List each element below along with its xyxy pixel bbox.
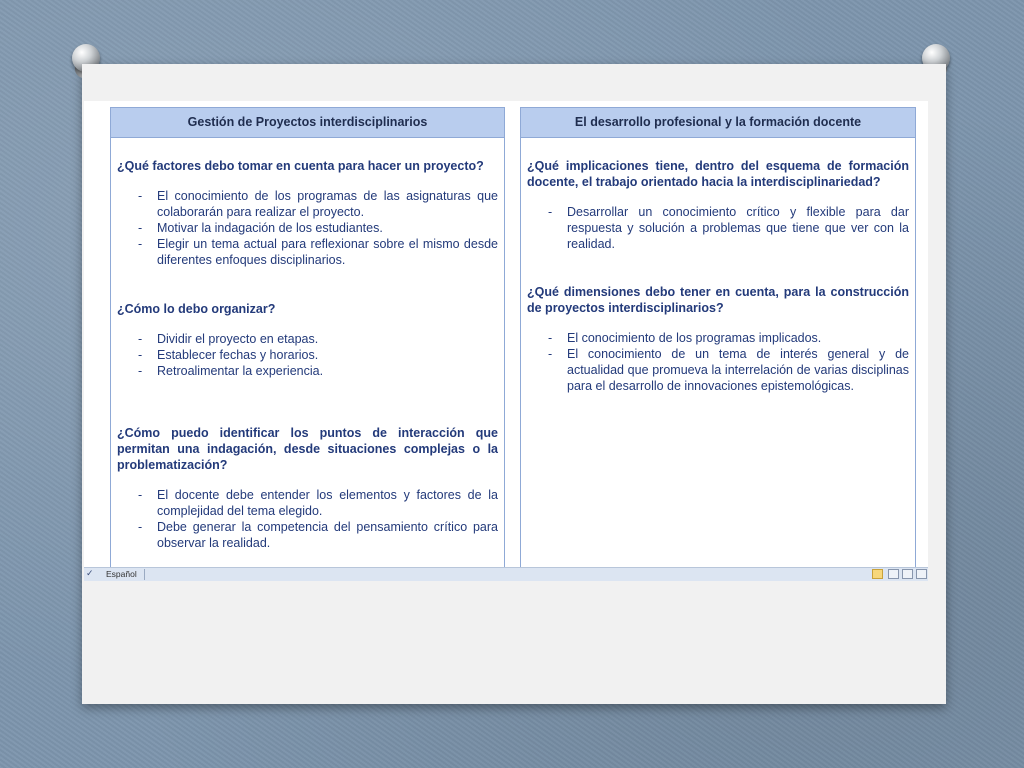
print-layout-view-icon[interactable] bbox=[872, 569, 883, 579]
document-page[interactable] bbox=[84, 101, 928, 567]
proofing-check-icon[interactable]: ✓ bbox=[86, 568, 94, 578]
left-column-header: Gestión de Proyectos interdisciplinarios bbox=[111, 108, 504, 138]
question: ¿Cómo puedo identificar los puntos de interacción que permitan una indagación, desde situaciones complejas o la problematización? bbox=[117, 426, 498, 472]
list-item: - Debe generar la competencia del pensamiento crítico para observar la realidad. bbox=[138, 520, 498, 550]
bullet-dash: - bbox=[548, 347, 553, 361]
right-column-header: El desarrollo profesional y la formación docente bbox=[521, 108, 915, 138]
list-item: - Motivar la indagación de los estudiantes. bbox=[138, 221, 383, 235]
right-column bbox=[520, 107, 916, 567]
question: ¿Qué implicaciones tiene, dentro del esquema de formación docente, el trabajo orientado hacia la interdisciplinariedad? bbox=[527, 159, 909, 189]
answer-list bbox=[117, 331, 498, 379]
bullet-dash: - bbox=[548, 205, 553, 219]
list-item: - Dividir el proyecto en etapas. bbox=[138, 332, 319, 346]
question: ¿Qué factores debo tomar en cuenta para hacer un proyecto? bbox=[117, 159, 484, 173]
bullet-dash: - bbox=[138, 189, 143, 203]
answer-list bbox=[117, 188, 498, 268]
web-layout-view-icon[interactable] bbox=[902, 569, 913, 579]
answer-list bbox=[117, 487, 498, 551]
question: ¿Cómo lo debo organizar? bbox=[117, 302, 276, 316]
answer-list bbox=[527, 204, 909, 252]
language-indicator[interactable]: Español bbox=[106, 569, 137, 579]
list-item: - El conocimiento de los programas implicados. bbox=[548, 331, 822, 345]
bullet-dash: - bbox=[138, 520, 143, 534]
bullet-dash: - bbox=[138, 221, 143, 235]
bullet-dash: - bbox=[138, 237, 143, 251]
list-item: - El conocimiento de un tema de interés general y de actualidad que promueva la interrelación de varias disciplinas para el desarrollo de innovaciones epistemológicas. bbox=[548, 347, 909, 393]
full-screen-view-icon[interactable] bbox=[888, 569, 899, 579]
list-item: - El docente debe entender los elementos y factores de la complejidad del tema elegido. bbox=[138, 488, 498, 518]
bullet-dash: - bbox=[138, 332, 143, 346]
outline-view-icon[interactable] bbox=[916, 569, 927, 579]
status-divider bbox=[144, 569, 145, 580]
status-bar bbox=[84, 567, 928, 581]
answer-list bbox=[527, 330, 909, 394]
list-item: - Establecer fechas y horarios. bbox=[138, 348, 319, 362]
list-item: - El conocimiento de los programas de las asignaturas que colaborarán para realizar el proyecto. bbox=[138, 189, 498, 219]
list-item: - Elegir un tema actual para reflexionar sobre el mismo desde diferentes enfoques disciplinarios. bbox=[138, 237, 498, 267]
left-column bbox=[110, 107, 505, 567]
bullet-dash: - bbox=[138, 364, 143, 378]
bullet-dash: - bbox=[548, 331, 553, 345]
bullet-dash: - bbox=[138, 488, 143, 502]
list-item: - Desarrollar un conocimiento crítico y flexible para dar respuesta y solución a problemas que tiene que ver con la realidad. bbox=[548, 205, 909, 251]
bullet-dash: - bbox=[138, 348, 143, 362]
list-item: - Retroalimentar la experiencia. bbox=[138, 364, 324, 378]
question: ¿Qué dimensiones debo tener en cuenta, para la construcción de proyectos interdisciplinarios? bbox=[527, 285, 909, 315]
